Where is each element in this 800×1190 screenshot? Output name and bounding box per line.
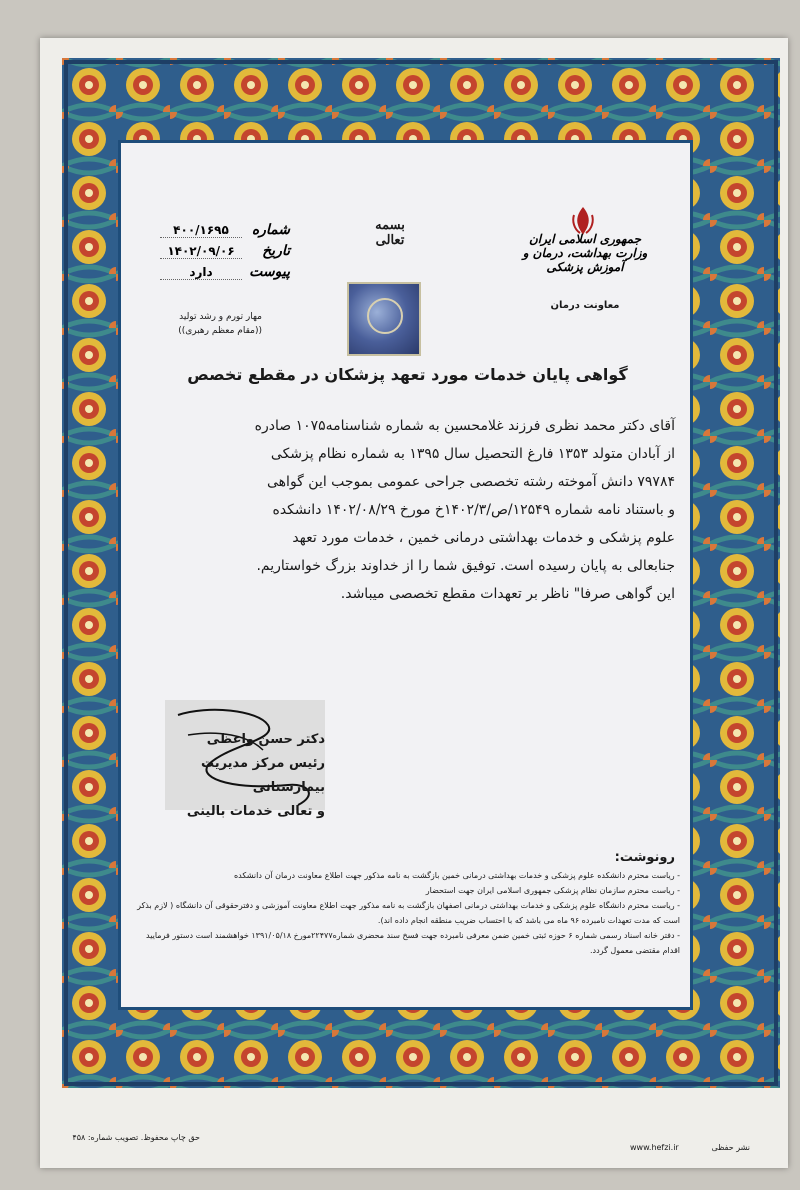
cc-item: - ریاست محترم دانشکده علوم پزشکی و خدمات بهداشتی درمانی خمین بازگشت به نامه مذکور جهت اطلاع معاونت درمان آن دانشکده xyxy=(233,871,680,880)
body-line-2: از آبادان متولد ۱۳۵۳ فارغ التحصیل سال ۱۳۹۵ به شماره نظام پزشکی xyxy=(270,446,675,462)
slogan-note xyxy=(122,310,262,338)
cc-list xyxy=(135,868,680,958)
number-label: شماره xyxy=(251,222,290,238)
meta-date-row xyxy=(160,243,290,264)
bismillah-heading: بسمه تعالی xyxy=(375,218,405,248)
certificate-title: گواهی پایان خدمات مورد تعهد پزشکان در مقطع تخصص xyxy=(187,365,628,384)
body-line-6: جنابعالی به پایان رسیده است. توفیق شما را از خداوند بزرگ خواستاریم. xyxy=(256,558,675,574)
signatory-block xyxy=(150,728,325,824)
meta-number-row xyxy=(160,222,290,243)
footer-url: www.hefzi.ir xyxy=(630,1143,679,1152)
attachment-value: دارد xyxy=(160,265,242,280)
slogan-line-2: ((مقام معظم رهبری)) xyxy=(178,326,262,336)
attachment-label: پیوست xyxy=(249,264,290,280)
number-value: ۴۰۰/۱۶۹۵ xyxy=(160,223,242,238)
cc-item: - ریاست محترم دانشگاه علوم پزشکی و خدمات بهداشتی درمانی اصفهان بازگشت به نامه مذکور جهت اطلاع معاونت آموزشی و دفترحقوقی آن دانشگاه ( لازم بذکر است که مدت تعهدات نامبرده ۹۶ ماه می باشد که با احتساب ضریب منطقه انجام داده اند). xyxy=(137,901,680,925)
footer-copyright: حق چاپ محفوظ. تصویب شماره: ۴۵۸ xyxy=(72,1133,200,1142)
certificate-body xyxy=(140,412,675,608)
security-hologram xyxy=(347,282,421,356)
footer-publisher: نشر حفظی xyxy=(711,1143,750,1152)
body-line-7: این گواهی صرفا" ناظر بر تعهدات مقطع تخصصی میباشد. xyxy=(340,586,675,602)
body-line-1: آقای دکتر محمد نظری فرزند غلامحسین به شماره شناسنامه۱۰۷۵ صادره xyxy=(254,418,675,434)
department-name: معاونت درمان xyxy=(550,300,620,311)
date-value: ۱۴۰۲/۰۹/۰۶ xyxy=(160,244,242,259)
body-line-5: علوم پزشکی و خدمات بهداشتی درمانی خمین ، خدمات مورد تعهد xyxy=(292,530,675,546)
slogan-line-1: مهار تورم و رشد تولید xyxy=(179,312,262,322)
body-line-3: ۷۹۷۸۴ دانش آموخته رشته تخصصی جراحی عمومی بموجب این گواهی xyxy=(267,474,675,490)
letter-meta xyxy=(160,222,290,285)
cc-heading: رونوشت: xyxy=(614,850,675,865)
signatory-role-1: رئیس مرکز مدیریت بیمارستانی xyxy=(200,756,325,795)
body-line-4: و باستناد نامه شماره ۱۲۵۴۹/ص/۱۴۰۲/۳خ مورخ ۱۴۰۲/۰۸/۲۹ دانشکده xyxy=(272,502,675,518)
cc-item: - دفتر خانه اسناد رسمی شماره ۶ حوزه ثبتی خمین ضمن معرفی نامبرده جهت فسخ سند محضری شماره۲۲۴۷۷مورخ ۱۳۹۱/۰۵/۱۸ خواهشمند است دستور فرمایید اقدام مقتضی معمول گردد. xyxy=(146,931,680,955)
signatory-role-2: و تعالی خدمات بالینی xyxy=(186,804,325,819)
date-label: تاریخ xyxy=(262,243,290,259)
ministry-name: جمهوری اسلامی ایران وزارت بهداشت، درمان و آموزش پزشکی xyxy=(522,232,648,274)
meta-attachment-row xyxy=(160,264,290,285)
signatory-name: دکتر حسن واعظی xyxy=(206,732,325,747)
cc-item: - ریاست محترم سازمان نظام پزشکی جمهوری اسلامی ایران جهت استحضار xyxy=(425,886,680,895)
